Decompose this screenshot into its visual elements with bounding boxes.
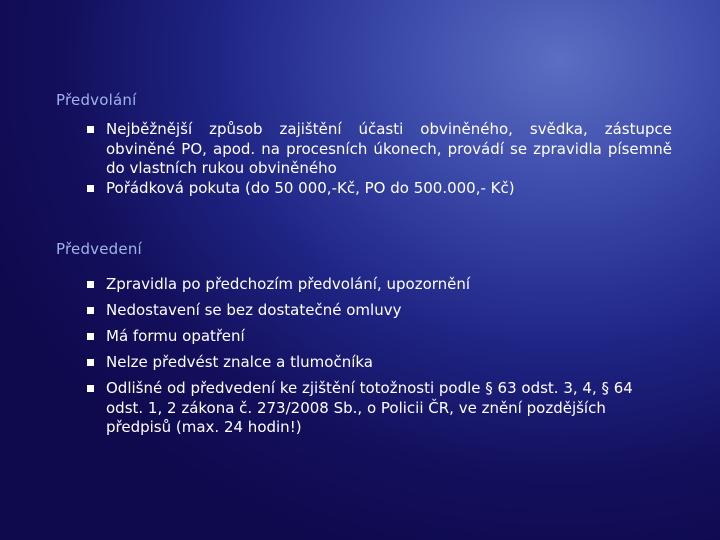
square-bullet-icon xyxy=(87,359,94,366)
square-bullet-icon xyxy=(87,185,94,192)
section-title-predvedeni: Předvedení xyxy=(56,240,142,258)
list-item-text: Má formu opatření xyxy=(106,327,245,345)
square-bullet-icon xyxy=(87,385,94,392)
list-item xyxy=(87,275,672,295)
bullet-list-predvolani xyxy=(87,120,672,198)
square-bullet-icon xyxy=(87,126,94,133)
bullet-list-predvedeni xyxy=(87,275,672,438)
square-bullet-icon xyxy=(87,333,94,340)
list-item-text: Odlišné od předvedení ke zjištění totožnosti podle § 63 odst. 3, 4, § 64 odst. 1, 2 zákona č. 273/2008 Sb., o Policii ČR, ve znění pozdějších předpisů (max. 24 hodin!) xyxy=(106,379,633,436)
list-item xyxy=(87,301,672,321)
square-bullet-icon xyxy=(87,281,94,288)
list-item-text: Nelze předvést znalce a tlumočníka xyxy=(106,353,373,371)
list-item-text: Zpravidla po předchozím předvolání, upozornění xyxy=(106,275,471,293)
list-item xyxy=(87,353,672,373)
list-item xyxy=(87,120,672,179)
list-item xyxy=(87,379,672,438)
list-item xyxy=(87,179,672,199)
list-item-text: Nejběžnější způsob zajištění účasti obviněného, svědka, zástupce obviněné PO, apod. na procesních úkonech, provádí se zpravidla písemně do vlastních rukou obviněného xyxy=(106,120,672,177)
list-item-text: Pořádková pokuta (do 50 000,-Kč, PO do 500.000,- Kč) xyxy=(106,178,515,197)
list-item xyxy=(87,327,672,347)
list-item-text: Nedostavení se bez dostatečné omluvy xyxy=(106,301,402,319)
section-title-predvolani: Předvolání xyxy=(56,91,137,109)
square-bullet-icon xyxy=(87,307,94,314)
